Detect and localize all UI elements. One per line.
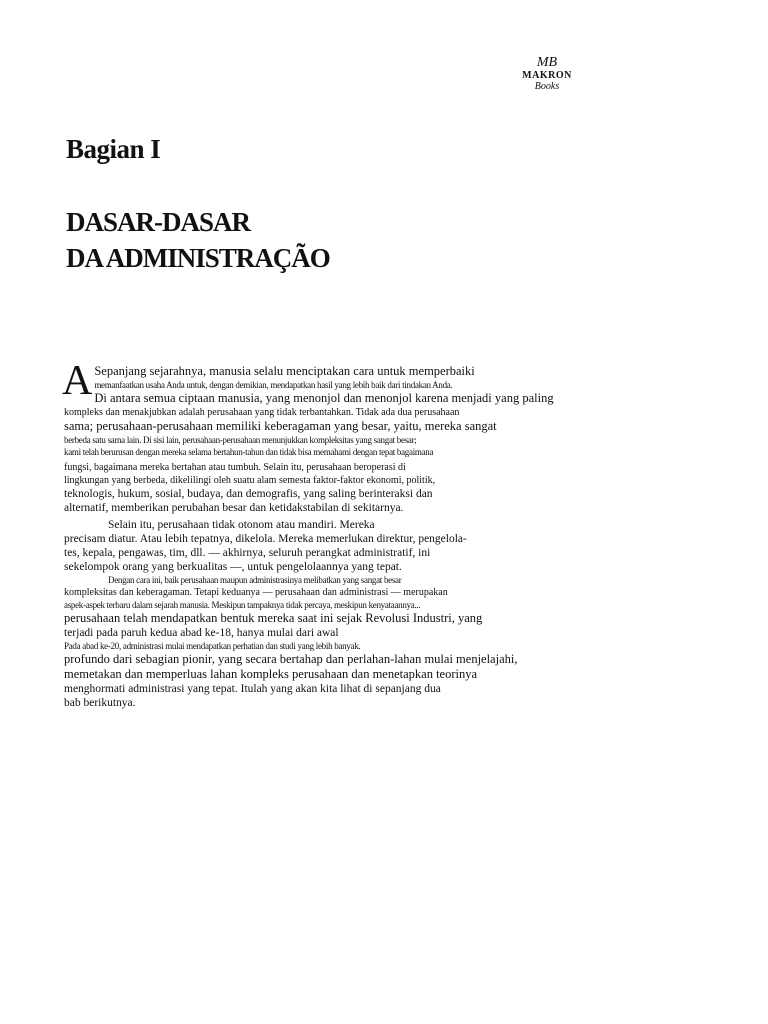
body-line: precisam diatur. Atau lebih tepatnya, dikelola. Mereka memerlukan direktur, pengelola- [64, 533, 467, 545]
body-line: aspek-aspek terbaru dalam sejarah manusia. Meskipun tampaknya tidak percaya, meskipun kenyataannya... [64, 600, 421, 610]
body-line: fungsi, bagaimana mereka bertahan atau tumbuh. Selain itu, perusahaan beroperasi di [64, 462, 406, 473]
body-line: kompleksitas dan keberagaman. Tetapi keduanya — perusahaan dan administrasi — merupakan [64, 587, 448, 598]
publisher-sub: Books [534, 81, 560, 92]
body-line: memanfaatkan usaha Anda untuk, dengan demikian, mendapatkan hasil yang lebih baik dari tindakan Anda. [94, 380, 453, 390]
publisher-brand: MAKRON [522, 70, 572, 81]
body-line: terjadi pada paruh kedua abad ke-18, hanya mulai dari awal [64, 627, 339, 639]
body-line: bab berikutnya. [64, 697, 136, 709]
publisher-logo-mark: MB [536, 55, 558, 70]
body-line: alternatif, memberikan perubahan besar dan ketidakstabilan di sekitarnya. [64, 502, 404, 514]
chapter-title-line-2: DA ADMINISTRAÇÃO [66, 243, 330, 273]
body-line: perusahaan telah mendapatkan bentuk mereka saat ini sejak Revolusi Industri, yang [64, 611, 483, 625]
body-text [62, 358, 554, 710]
chapter-title-line-1: DASAR-DASAR [66, 207, 251, 237]
body-line: kompleks dan menakjubkan adalah perusahaan yang tidak terbantahkan. Tidak ada dua perusahaan [64, 407, 460, 418]
body-line: profundo dari sebagian pionir, yang secara bertahap dan perlahan-lahan mulai menjelajahi, [64, 652, 518, 666]
body-line: teknologis, hukum, sosial, budaya, dan demografis, yang saling berinteraksi dan [64, 488, 433, 500]
body-line: sekelompok orang yang berkualitas —, untuk pengelolaannya yang tepat. [64, 561, 402, 573]
body-line: Di antara semua ciptaan manusia, yang menonjol dan menonjol karena menjadi yang paling [94, 391, 554, 405]
body-line: Dengan cara ini, baik perusahaan maupun administrasinya melibatkan yang sangat besar [108, 575, 402, 585]
chapter-title [66, 204, 330, 276]
body-line: Pada abad ke-20, administrasi mulai mendapatkan perhatian dan studi yang lebih banyak. [64, 641, 361, 651]
body-line: memetakan dan memperluas lahan kompleks perusahaan dan menetapkan teorinya [64, 667, 478, 681]
body-line: Sepanjang sejarahnya, manusia selalu menciptakan cara untuk memperbaiki [94, 364, 475, 378]
body-line: sama; perusahaan-perusahaan memiliki keberagaman yang besar, yaitu, mereka sangat [64, 419, 497, 433]
drop-cap: A [62, 358, 93, 404]
body-line: Selain itu, perusahaan tidak otonom atau mandiri. Mereka [108, 519, 375, 531]
body-line: kami telah berurusan dengan mereka selama bertahun-tahun dan tidak bisa memahami dengan tepat bagaimana [64, 447, 434, 457]
body-line: berbeda satu sama lain. Di sisi lain, perusahaan-perusahaan menunjukkan kompleksitas yang sangat besar; [64, 435, 417, 445]
body-line: lingkungan yang berbeda, dikelilingi oleh suatu alam semesta faktor-faktor ekonomi, politik, [64, 475, 436, 486]
body-line: menghormati administrasi yang tepat. Itulah yang akan kita lihat di sepanjang dua [64, 683, 441, 695]
part-label: Bagian I [66, 134, 161, 164]
body-line: tes, kepala, pengawas, tim, dll. — akhirnya, seluruh perangkat administratif, ini [64, 547, 431, 559]
publisher-logo [512, 56, 582, 92]
